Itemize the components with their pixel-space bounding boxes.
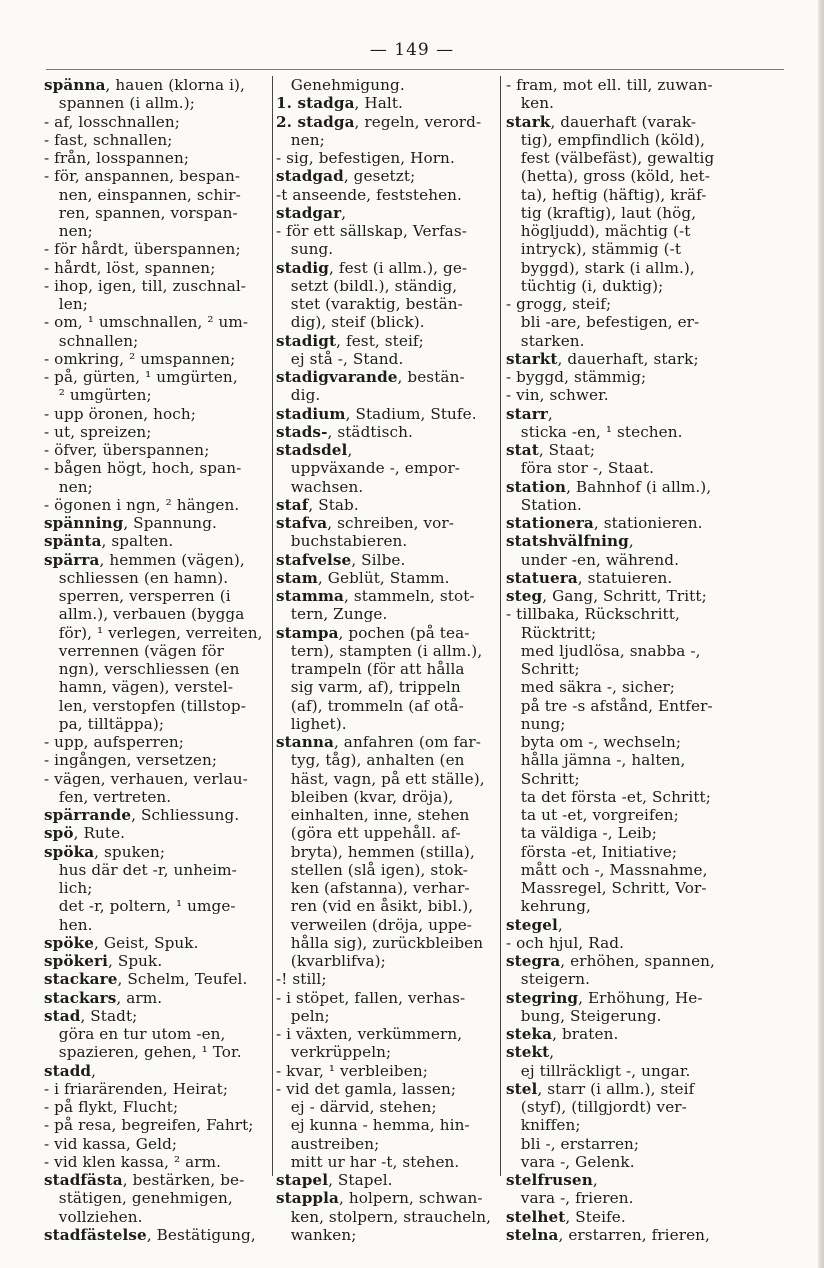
entry-text: , holpern, schwan- ken, stolpern, straucheln, wanken; <box>290 1189 492 1244</box>
headword: stegra <box>506 952 561 970</box>
headword: stafvelse <box>276 550 352 569</box>
entry-text: , under -en, während. <box>520 532 680 569</box>
entry-text: , Stab. <box>308 495 359 514</box>
headword: stadd <box>44 1061 92 1080</box>
dictionary-entry <box>276 423 506 441</box>
dictionary-entry <box>276 514 506 551</box>
headword: stadig <box>276 258 330 277</box>
headword: spö <box>44 824 74 843</box>
dictionary-entry <box>44 1007 274 1062</box>
dictionary-entry <box>506 1080 736 1171</box>
dictionary-entry <box>506 934 736 952</box>
headword: spärra <box>44 550 100 569</box>
dictionary-entry <box>44 277 274 314</box>
entry-text: , erstarren, frieren, <box>558 1225 710 1244</box>
entry-text: - i växten, verkümmern, verkrüppeln; <box>276 1025 463 1062</box>
dictionary-entry <box>276 496 506 514</box>
headword: stelna <box>506 1225 559 1244</box>
entry-text: - upp öronen, hoch; <box>44 404 196 423</box>
dictionary-entry <box>44 1135 274 1153</box>
headword: spöka <box>44 842 95 861</box>
headword: stampa <box>276 623 339 642</box>
dictionary-entry <box>44 368 274 405</box>
dictionary-entry <box>506 1025 736 1043</box>
dictionary-column-left <box>44 76 274 1244</box>
dictionary-entry <box>276 1189 506 1244</box>
dictionary-entry <box>44 441 274 459</box>
entry-text: - på flykt, Flucht; <box>44 1098 179 1116</box>
headword: stark <box>506 112 551 131</box>
entry-text: , Silbe. <box>351 550 406 569</box>
entry-text: - för, anspannen, bespan- nen, einspannen, schir- ren, spannen, vorspan- nen; <box>44 167 241 240</box>
dictionary-entry <box>506 478 736 515</box>
headword: stappla <box>276 1189 339 1208</box>
headword: stads- <box>276 422 328 441</box>
entry-text: , <box>557 915 563 934</box>
entry-text: , städtisch. <box>327 422 413 441</box>
entry-text: , fest, steif; ej stå -, Stand. <box>290 331 424 368</box>
headword: stel <box>506 1079 538 1098</box>
entry-text: , stammeln, stot- tern, Zunge. <box>290 587 475 624</box>
entry-text: , spuken; hus där det -r, unheim- lich; det -r, poltern, ¹ umge- hen. <box>58 842 237 934</box>
entry-text: , fest (i allm.), ge- setzt (bildl.), ständig, stet (varaktig, bestän- dig), steif (blick). <box>290 258 468 332</box>
dictionary-entry <box>276 332 506 369</box>
dictionary-entry <box>506 405 736 442</box>
entry-text: , sticka -en, ¹ stechen. <box>520 404 683 441</box>
headword: statuera <box>506 568 578 587</box>
dictionary-entry <box>506 76 736 113</box>
dictionary-entry <box>44 1080 274 1098</box>
entry-text: - i stöpet, fallen, verhas- peln; <box>276 988 466 1025</box>
entry-text: , hemmen (vägen), schliessen (en hamn). sperren, versperren (i allm.), verbauen (bygga för), ¹ verlegen, verreiten, verrennen (vägen för ngn), verschliessen (en hamn, vägen), verstel- len, verstopfen (tillstop- pa, tilltäppa); <box>58 550 263 733</box>
dictionary-column-right <box>506 76 736 1244</box>
dictionary-entry <box>44 514 274 532</box>
headword: 2. stadga <box>276 112 355 131</box>
entry-text: , Geist, Spuk. <box>94 933 199 952</box>
dictionary-entry <box>506 952 736 989</box>
dictionary-entry <box>506 441 736 478</box>
dictionary-entry <box>276 1171 506 1189</box>
headword: stat <box>506 441 539 459</box>
dictionary-entry <box>506 1043 736 1080</box>
headword: starkt <box>506 349 558 368</box>
entry-text: - grogg, steif; bli -are, befestigen, er- starken. <box>506 295 700 350</box>
entry-text: , regeln, verord- nen; <box>290 112 482 149</box>
entry-text: , spalten. <box>101 532 174 551</box>
entry-text: , schreiben, vor- buchstabieren. <box>290 514 455 551</box>
entry-text: , uppväxande -, empor- wachsen. <box>290 441 461 496</box>
entry-text: , Schelm, Teufel. <box>117 970 248 989</box>
dictionary-entry <box>44 496 274 514</box>
entry-text: - öfver, überspannen; <box>44 441 210 459</box>
entry-text: Genehmigung. <box>276 76 405 94</box>
headword: stelfrusen <box>506 1171 593 1189</box>
dictionary-entry <box>276 113 506 150</box>
dictionary-entry <box>506 113 736 296</box>
entry-text: - fast, schnallen; <box>44 130 173 149</box>
entry-text: , starr (i allm.), steif (styf), (tillgjordt) ver- kniffen; bli -, erstarren; vara -, Gelenk. <box>520 1079 695 1171</box>
headword: stadgar <box>276 203 342 222</box>
entry-text: , braten. <box>552 1025 619 1043</box>
entry-text: - och hjul, Rad. <box>506 933 624 952</box>
entry-text: , erhöhen, spannen, steigern. <box>520 952 715 989</box>
dictionary-entry <box>276 368 506 405</box>
dictionary-entry <box>506 587 736 605</box>
entry-text: , ej tillräckligt -, ungar. <box>520 1043 691 1080</box>
entry-text: - hårdt, löst, spannen; <box>44 258 216 277</box>
dictionary-entry <box>276 551 506 569</box>
dictionary-entry <box>44 952 274 970</box>
dictionary-entry <box>506 916 736 934</box>
entry-text: , pochen (på tea- tern), stampten (i allm.), trampeln (för att hålla sig varm, af), trippeln (af), trommeln (af otå- lighet). <box>290 623 483 733</box>
entry-text: , anfahren (om far- tyg, tåg), anhalten (en häst, vagn, på ett ställe), bleiben (kvar, dröja), einhalten, inne, stehen (göra ett uppehåll. af- bryta), hemmen (stilla), stellen (slå igen), stok- ken (afstanna), verhar- ren (vid en åsikt, bibl.), verweilen (dröja, uppe- hålla sig), zurückbleiben (kvarblifva); <box>290 733 485 970</box>
entry-text: , dauerhaft, stark; <box>557 349 699 368</box>
headword: stekt <box>506 1043 550 1062</box>
entry-text: , vara -, frieren. <box>520 1171 634 1208</box>
entry-text: - byggd, stämmig; <box>506 368 647 386</box>
dictionary-entry <box>276 1080 506 1171</box>
entry-text: - bågen högt, hoch, span- nen; <box>44 459 242 496</box>
dictionary-entry <box>44 970 274 988</box>
entry-text: - omkring, ² umspannen; <box>44 349 236 368</box>
headword: stam <box>276 568 318 587</box>
entry-text: , Steife. <box>565 1207 626 1226</box>
entry-text: - ihop, igen, till, zuschnal- len; <box>44 276 247 313</box>
headword: spänta <box>44 532 102 551</box>
entry-text: , Stapel. <box>328 1171 393 1189</box>
headword: stegel <box>506 915 558 934</box>
entry-text: - för ett sällskap, Verfas- sung. <box>276 222 467 259</box>
entry-text: , <box>341 203 347 222</box>
dictionary-entry <box>44 423 274 441</box>
dictionary-entry <box>44 1171 274 1226</box>
entry-text: , Geblüt, Stamm. <box>317 568 450 587</box>
entry-text: - om, ¹ umschnallen, ² um- schnallen; <box>44 313 249 350</box>
headword: statshvälfning <box>506 532 629 551</box>
dictionary-entry <box>44 167 274 240</box>
dictionary-entry <box>44 532 274 550</box>
dictionary-entry <box>44 350 274 368</box>
entry-text: , Bahnhof (i allm.), Station. <box>520 477 712 514</box>
dictionary-entry <box>506 605 736 915</box>
entry-text: , Erhöhung, He- bung, Steigerung. <box>520 988 703 1025</box>
entry-text: - kvar, ¹ verbleiben; <box>276 1061 428 1080</box>
dictionary-entry <box>44 113 274 131</box>
dictionary-entry <box>276 204 506 222</box>
headword: stamma <box>276 587 344 605</box>
headword: stackars <box>44 988 117 1007</box>
dictionary-entry <box>44 149 274 167</box>
headword: stadigvarande <box>276 368 398 386</box>
entry-text: , stationieren. <box>593 514 703 532</box>
dictionary-entry <box>276 1062 506 1080</box>
entry-text: , hauen (klorna i), spannen (i allm.); <box>58 76 245 113</box>
headword: stapel <box>276 1171 329 1189</box>
entry-text: , Spuk. <box>107 952 163 970</box>
dictionary-entry <box>506 1226 736 1244</box>
dictionary-entry <box>44 259 274 277</box>
entry-text: - fram, mot ell. till, zuwan- ken. <box>506 76 713 113</box>
dictionary-entry <box>506 1208 736 1226</box>
dictionary-entry <box>276 989 506 1026</box>
dictionary-entry <box>276 569 506 587</box>
headword: stationera <box>506 514 594 532</box>
dictionary-entry <box>44 240 274 258</box>
entry-text: - vin, schwer. <box>506 386 609 405</box>
entry-text: - ögonen i ngn, ² hängen. <box>44 495 240 514</box>
headword: spöke <box>44 933 94 952</box>
headword: spökeri <box>44 952 108 970</box>
entry-text: , Spannung. <box>123 514 217 532</box>
entry-text: - på resa, begreifen, Fahrt; <box>44 1116 254 1135</box>
dictionary-entry <box>506 1171 736 1208</box>
page-number: — 149 — <box>369 40 455 60</box>
dictionary-entry <box>44 1098 274 1116</box>
dictionary-entry <box>44 1226 274 1244</box>
entry-text: , statuieren. <box>577 568 673 587</box>
entry-text: , bestärken, be- stätigen, genehmigen, vollziehen. <box>58 1171 245 1226</box>
dictionary-column-middle <box>276 76 506 1244</box>
headword: stadium <box>276 404 346 423</box>
dictionary-entry <box>276 222 506 259</box>
dictionary-entry <box>276 441 506 496</box>
entry-text: , Halt. <box>354 94 403 113</box>
entry-text: - vid det gamla, lassen; ej - därvid, stehen; ej kunna - hemma, hin- austreiben; mitt ur har -t, stehen. <box>276 1079 470 1171</box>
dictionary-entry <box>44 551 274 734</box>
entry-text: - för hårdt, überspannen; <box>44 240 241 259</box>
headword: spänna <box>44 76 106 94</box>
dictionary-entry <box>276 149 506 167</box>
entry-text: , Bestätigung, <box>146 1225 256 1244</box>
entry-text: , Schliessung. <box>131 806 240 824</box>
dictionary-entry <box>276 76 506 94</box>
dictionary-entry <box>276 1025 506 1062</box>
entry-text: - ingången, versetzen; <box>44 751 218 770</box>
headword: stadsdel <box>276 441 348 459</box>
dictionary-entry <box>276 186 506 204</box>
headword: spänning <box>44 514 124 532</box>
entry-text: - vid klen kassa, ² arm. <box>44 1152 222 1171</box>
dictionary-entry <box>506 989 736 1026</box>
entry-text: , Gang, Schritt, Tritt; <box>542 587 707 605</box>
dictionary-entry <box>44 405 274 423</box>
headword: steg <box>506 587 543 605</box>
dictionary-entry <box>44 806 274 824</box>
entry-text: , dauerhaft (varak- tig), empfindlich (köld), fest (välbefäst), gewaltig (hetta), gross (köld, het- ta), heftig (häftig), kräf- tig (kraftig), laut (hög, högljudd), mächtig (-t intryck), stämmig (-t byggd), stark (i allm.), tüchtig (i, duktig); <box>520 112 715 295</box>
headword: stadfästa <box>44 1171 123 1189</box>
headword: stackare <box>44 970 118 989</box>
headword: steka <box>506 1025 553 1043</box>
headword: stegring <box>506 988 579 1007</box>
entry-text: - ut, spreizen; <box>44 422 152 441</box>
dictionary-entry <box>44 1153 274 1171</box>
dictionary-entry <box>506 569 736 587</box>
dictionary-entry <box>276 94 506 112</box>
dictionary-entry <box>44 843 274 934</box>
entry-text: -! still; <box>276 970 327 989</box>
entry-text: , Stadium, Stufe. <box>345 404 477 423</box>
headword: stanna <box>276 733 334 751</box>
dictionary-entry <box>44 733 274 751</box>
headword: 1. stadga <box>276 94 355 113</box>
headword: stelhet <box>506 1207 566 1226</box>
entry-text: , Staat; föra stor -, Staat. <box>520 441 655 478</box>
dictionary-entry <box>44 131 274 149</box>
entry-text: - af, losschnallen; <box>44 112 180 131</box>
dictionary-entry <box>506 532 736 569</box>
dictionary-entry <box>276 167 506 185</box>
dictionary-entry <box>506 295 736 350</box>
entry-text: - från, losspannen; <box>44 149 190 167</box>
entry-text: - vägen, verhauen, verlau- fen, vertreten. <box>44 769 248 806</box>
dictionary-entry <box>44 824 274 842</box>
page-edge <box>818 0 824 1268</box>
dictionary-entry <box>44 1062 274 1080</box>
headword: staf <box>276 495 309 514</box>
entry-text: , Stadt; göra en tur utom -en, spazieren, gehen, ¹ Tor. <box>58 1006 242 1062</box>
dictionary-entry <box>44 751 274 769</box>
headword: stad <box>44 1006 81 1025</box>
headword: station <box>506 477 567 496</box>
entry-text: - tillbaka, Rückschritt, Rücktritt; med ljudlösa, snabba -, Schritt; med säkra -, sicher; på tre -s afstånd, Entfer- nung; byta om -, wechseln; hålla jämna -, halten, Schritt; ta det första -et, Schritt; ta ut -et, vorgreifen; ta väldiga -, Leib; första -et, Initiative; mått och -, Massnahme, Massregel, Schritt, Vor- kehrung, <box>506 605 713 916</box>
dictionary-entry <box>44 76 274 113</box>
headword: stafva <box>276 514 328 532</box>
entry-text: - upp, aufsperren; <box>44 733 185 751</box>
headword: stadfästelse <box>44 1225 147 1244</box>
entry-text: - vid kassa, Geld; <box>44 1134 178 1153</box>
dictionary-entry <box>506 350 736 368</box>
dictionary-entry <box>506 368 736 386</box>
entry-text: -t anseende, feststehen. <box>276 185 462 204</box>
dictionary-entry <box>276 587 506 624</box>
dictionary-entry <box>276 624 506 734</box>
dictionary-entry <box>276 405 506 423</box>
headword: stadgad <box>276 167 344 186</box>
headword: starr <box>506 404 548 423</box>
entry-text: , arm. <box>116 988 163 1007</box>
entry-text: - på, gürten, ¹ umgürten, ² umgürten; <box>44 368 238 405</box>
dictionary-entry <box>44 313 274 350</box>
headword: stadigt <box>276 331 337 350</box>
entry-text: , <box>91 1061 97 1080</box>
dictionary-entry <box>44 989 274 1007</box>
header-rule <box>46 69 784 70</box>
entry-text: , bestän- dig. <box>290 368 465 405</box>
entry-text: , gesetzt; <box>343 167 416 186</box>
entry-text: , Rute. <box>73 824 126 843</box>
dictionary-entry <box>44 770 274 807</box>
dictionary-entry <box>276 733 506 970</box>
dictionary-entry <box>44 1116 274 1134</box>
entry-text: - i friarärenden, Heirat; <box>44 1079 229 1098</box>
dictionary-entry <box>506 514 736 532</box>
dictionary-entry <box>506 386 736 404</box>
dictionary-entry <box>44 934 274 952</box>
dictionary-entry <box>44 459 274 496</box>
entry-text: - sig, befestigen, Horn. <box>276 149 455 167</box>
dictionary-entry <box>276 259 506 332</box>
dictionary-entry <box>276 970 506 988</box>
headword: spärrande <box>44 806 132 824</box>
